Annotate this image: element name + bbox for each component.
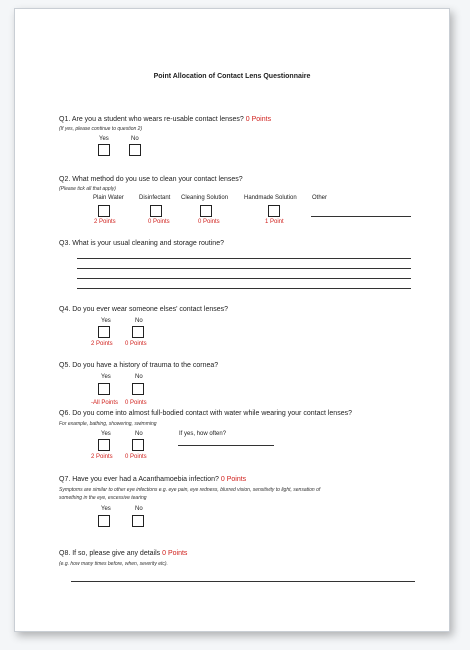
q3-answer-line[interactable] xyxy=(77,258,411,259)
page-title: Point Allocation of Contact Lens Questionnaire xyxy=(153,73,311,80)
q7-question: Q7. Have you ever had a Acanthamoebia infection? xyxy=(59,476,219,483)
q4-no-points: 0 Points xyxy=(125,341,147,347)
q3-text: Q3. What is your usual cleaning and storage routine? xyxy=(59,240,224,247)
q8-points: 0 Points xyxy=(162,550,188,557)
q3-answer-line[interactable] xyxy=(77,278,411,279)
q2-disinfectant-points: 0 Points xyxy=(148,219,170,225)
q2-plain-water-label: Plain Water xyxy=(93,195,124,201)
q5-yes-label: Yes xyxy=(101,374,111,380)
q6-note: For example, bathing, showering, swimming xyxy=(59,421,157,427)
q6-followup-label: If yes, how often? xyxy=(179,431,227,437)
q1-question: Q1. Are you a student who wears re-usable contact lenses? xyxy=(59,116,244,123)
q4-no-label: No xyxy=(135,318,143,324)
q2-text: Q2. What method do you use to clean your contact lenses? xyxy=(59,176,243,183)
q4-text: Q4. Do you ever wear someone elses' contact lenses? xyxy=(59,306,229,313)
q2-cleaning-solution-label: Cleaning Solution xyxy=(181,195,229,201)
q7-points: 0 Points xyxy=(220,476,247,483)
questionnaire-page xyxy=(14,8,450,632)
q1-text xyxy=(59,116,271,123)
q6-yes-label: Yes xyxy=(101,431,111,437)
q1-points: 0 Points xyxy=(245,116,272,123)
q2-handmade-solution-checkbox[interactable] xyxy=(268,205,280,217)
q2-plain-water-checkbox[interactable] xyxy=(98,205,110,217)
q7-no-label: No xyxy=(135,506,143,512)
q7-note-line1: Symptoms are similar to other eye infections e.g. eye pain, eye redness, blurred vision, sensitivity to light, sensation of xyxy=(59,487,321,493)
q5-no-label: No xyxy=(135,374,143,380)
q8-text xyxy=(59,550,187,557)
q2-cleaning-solution-checkbox[interactable] xyxy=(200,205,212,217)
q3-answer-line[interactable] xyxy=(77,288,411,289)
q5-text: Q5. Do you have a history of trauma to the cornea? xyxy=(59,362,219,369)
q4-yes-points: 2 Points xyxy=(91,341,113,347)
q3-answer-line[interactable] xyxy=(77,268,411,269)
q2-plain-water-points: 2 Points xyxy=(94,219,116,225)
q2-disinfectant-checkbox[interactable] xyxy=(150,205,162,217)
q8-note: (e.g. how many times before, when, severity etc). xyxy=(59,561,168,567)
q4-yes-label: Yes xyxy=(101,318,111,324)
q1-no-label: No xyxy=(131,136,139,142)
q5-yes-points: -All Points xyxy=(91,400,119,406)
q5-no-checkbox[interactable] xyxy=(132,383,144,395)
q2-handmade-solution-points: 1 Point xyxy=(265,219,284,225)
q1-yes-checkbox[interactable] xyxy=(98,144,110,156)
q8-answer-line[interactable] xyxy=(71,581,415,582)
q5-yes-checkbox[interactable] xyxy=(98,383,110,395)
q7-yes-checkbox[interactable] xyxy=(98,515,110,527)
q2-cleaning-solution-points: 0 Points xyxy=(198,219,220,225)
q6-yes-points: 2 Points xyxy=(91,454,113,460)
q2-handmade-solution-label: Handmade Solution xyxy=(244,195,297,201)
q2-other-input-line[interactable] xyxy=(311,216,411,217)
q6-no-checkbox[interactable] xyxy=(132,439,144,451)
q6-text: Q6. Do you come into almost full-bodied contact with water while wearing your contact lenses? xyxy=(59,410,352,417)
q1-no-checkbox[interactable] xyxy=(129,144,141,156)
q6-no-points: 0 Points xyxy=(125,454,147,460)
q2-other-label: Other xyxy=(312,195,328,201)
q1-yes-label: Yes xyxy=(99,136,109,142)
q7-yes-label: Yes xyxy=(101,506,111,512)
q8-question: Q8. If so, please give any details xyxy=(59,550,161,557)
q6-yes-checkbox[interactable] xyxy=(98,439,110,451)
q7-text xyxy=(59,476,246,483)
q6-followup-input-line[interactable] xyxy=(178,445,274,446)
q6-no-label: No xyxy=(135,431,143,437)
q2-note: (Please tick all that apply) xyxy=(59,186,116,192)
q4-yes-checkbox[interactable] xyxy=(98,326,110,338)
q7-note-line2: something in the eye, excessive tearing xyxy=(59,495,147,501)
q2-disinfectant-label: Disinfectant xyxy=(139,195,171,201)
q7-no-checkbox[interactable] xyxy=(132,515,144,527)
q5-no-points: 0 Points xyxy=(125,400,147,406)
q4-no-checkbox[interactable] xyxy=(132,326,144,338)
q1-note: (If yes, please continue to question 2) xyxy=(59,126,143,132)
